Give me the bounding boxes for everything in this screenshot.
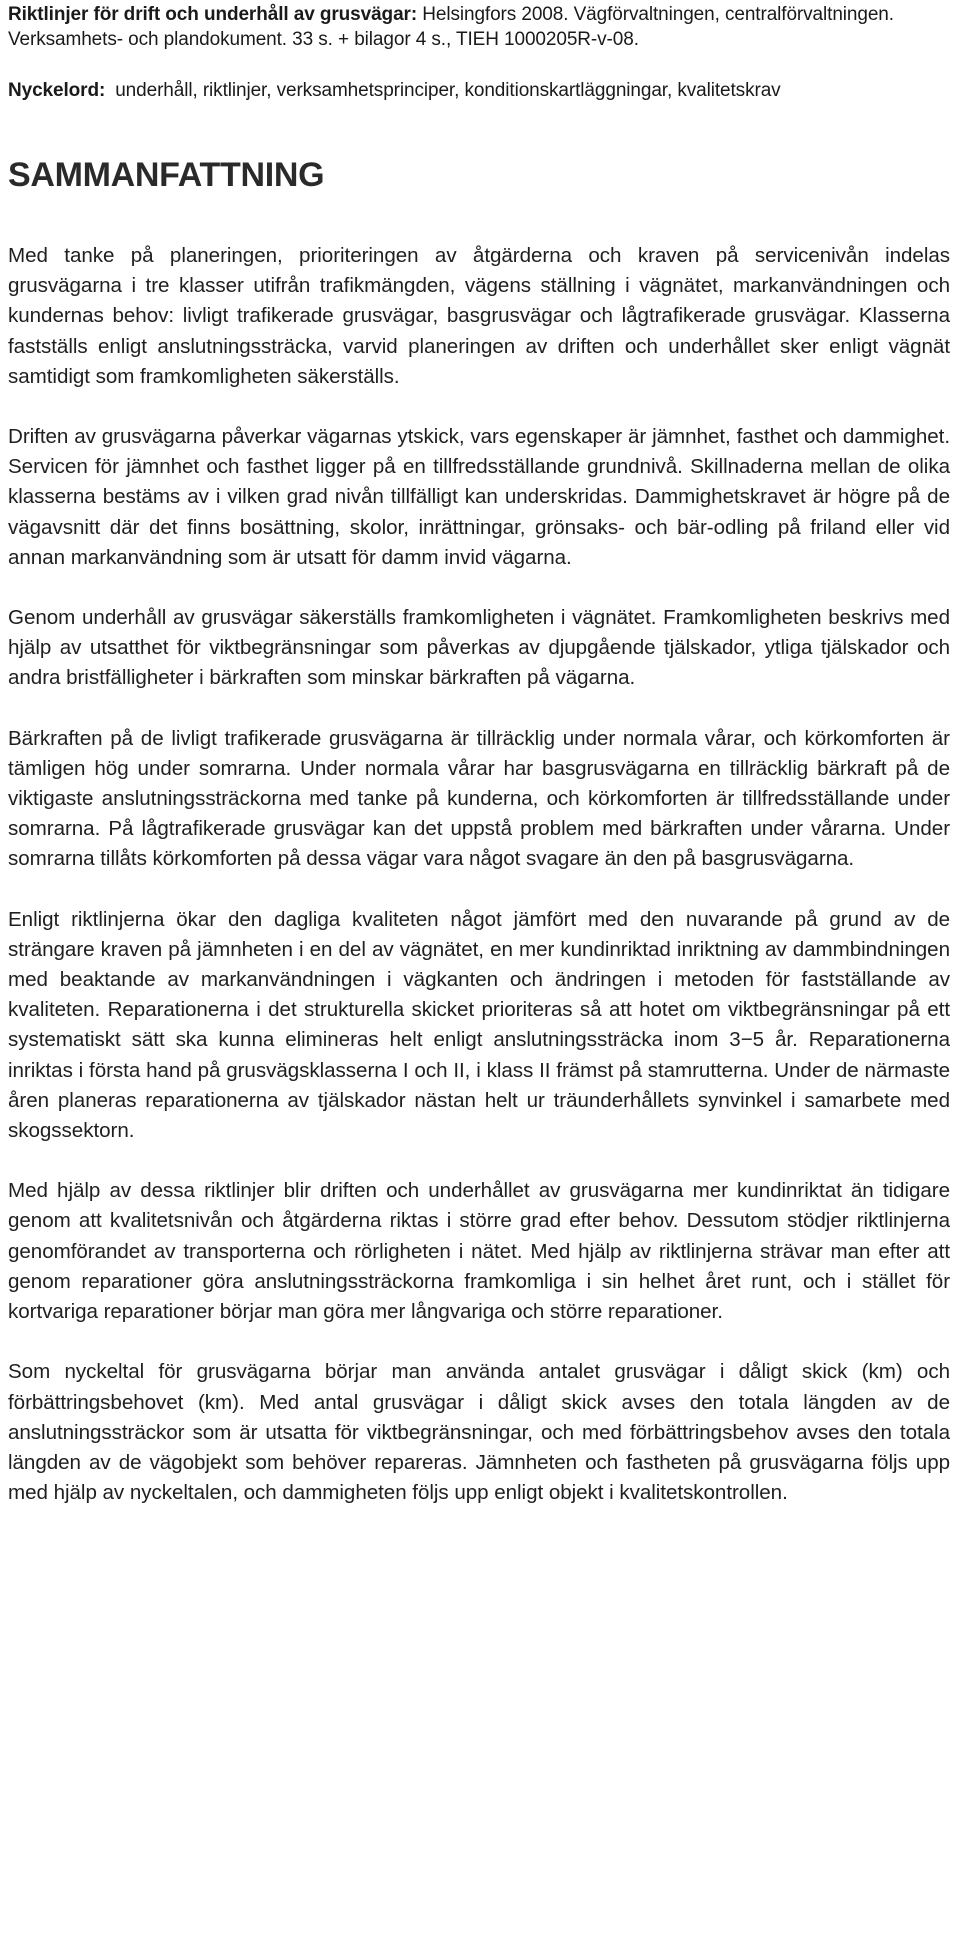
paragraph-4: Bärkraften på de livligt trafikerade grusvägarna är tillräcklig under normala vårar, och körkomforten är tämligen hög under somrarna. Under normala vårar har basgrusvägarna en tillräcklig bärkraft på de viktigaste anslutningssträckorna med tanke på kunderna, och körkomforten är tillfredsställande under somrarna. På lågtrafikerade grusvägar kan det uppstå problem med bärkraften under vårarna. Under somrarna tillåts körkomforten på dessa vägar vara något svagare än den på basgrusvägarna. xyxy=(8,726,950,871)
bibliographic-reference xyxy=(8,2,950,52)
paragraph-3: Genom underhåll av grusvägar säkerställs framkomligheten i vägnätet. Framkomligheten beskrivs med hjälp av utsatthet för viktbegränsningar som påverkas av djupgående tjälskador, ytliga tjälskador och andra bristfälligheter i bärkraften som minskar bärkraften på vägarna. xyxy=(8,606,950,690)
paragraph-5: Enligt riktlinjerna ökar den dagliga kvaliteten något jämfört med den nuvarande på grund av de strängare kraven på jämnheten i en del av vägnätet, en mer kundinriktad inriktning av dammbindningen med beaktande av markanvändningen i vägkanten och ändringen i metoden för fastställande av kvaliteten. Reparationerna i det strukturella skicket prioriteras så att hotet om viktbegränsningar på ett systematiskt sätt ska kunna elimineras helt enligt anslutningssträcka inom 3−5 år. Reparationerna inriktas i första hand på grusvägsklasserna I och II, i klass II främst på stamrutterna. Under de närmaste åren planeras reparationerna av tjälskador nästan helt ur träunderhållets synvinkel i samarbete med skogssektorn. xyxy=(8,907,950,1143)
paragraph-1: Med tanke på planeringen, prioriteringen av åtgärderna och kraven på servicenivån indelas grusvägarna i tre klasser utifrån trafikmängden, vägens ställning i vägnätet, markanvändningen och kundernas behov: livligt trafikerade grusvägar, basgrusvägar och lågtrafikerade grusvägar. Klasserna fastställs enligt anslutningssträcka, varvid planeringen av driften och underhållet sker enligt vägnät samtidigt som framkomligheten säkerställs. xyxy=(8,244,950,388)
reference-label: Riktlinjer för drift och underhåll av grusvägar: xyxy=(8,4,418,25)
paragraph-7: Som nyckeltal för grusvägarna börjar man använda antalet grusvägar i dåligt skick (km) och förbättringsbehovet (km). Med antal grusvägar i dåligt skick avses den totala längden av de anslutningssträckor som är utsatta för viktbegränsningar, och med förbättringsbehov avses den totala längden av de vägobjekt som behöver repareras. Jämnheten och fastheten på grusvägarna följs upp med hjälp av nyckeltalen, och dammigheten följs upp enligt objekt i kvalitetskontrollen. xyxy=(8,1360,950,1505)
keywords-label: Nyckelord: xyxy=(8,80,106,101)
keywords-text: underhåll, riktlinjer, verksamhetsprinciper, konditionskartläggningar, kvalitetskrav xyxy=(115,80,781,101)
paragraph-2: Driften av grusvägarna påverkar vägarnas ytskick, vars egenskaper är jämnhet, fasthet och dammighet. Servicen för jämnhet och fasthet ligger på en tillfredsställande grundnivå. Skillnaderna mellan de olika klasserna bestäms av i vilken grad nivån tillfälligt kan underskridas. Dammighetskravet är högre på de vägavsnitt där det finns bosättning, skolor, inrättningar, grönsaks- och bär-odling på friland eller vid annan markanvändning som är utsatt för damm invid vägarna. xyxy=(8,425,950,569)
reference-text: Helsingfors 2008. Vägförvaltningen, centralförvaltningen. Verksamhets- och plandokument. 33 s. + bilagor 4 s., TIEH 1000205R-v-08. xyxy=(8,4,894,50)
summary-body xyxy=(8,241,950,1508)
page-title: SAMMANFATTNING xyxy=(8,156,325,194)
keywords-line xyxy=(8,78,950,103)
paragraph-6: Med hjälp av dessa riktlinjer blir driften och underhållet av grusvägarna mer kundinriktat än tidigare genom att kvalitetsnivån och åtgärderna riktas i större grad efter behov. Dessutom stödjer riktlinjerna genomförandet av transporterna och rörligheten i nätet. Med hjälp av riktlinjerna strävar man efter att genom reparationer göra anslutningssträckorna framkomliga i sin helhet året runt, och i stället för kortvariga reparationer börjar man göra mer långvariga och större reparationer. xyxy=(8,1179,950,1324)
